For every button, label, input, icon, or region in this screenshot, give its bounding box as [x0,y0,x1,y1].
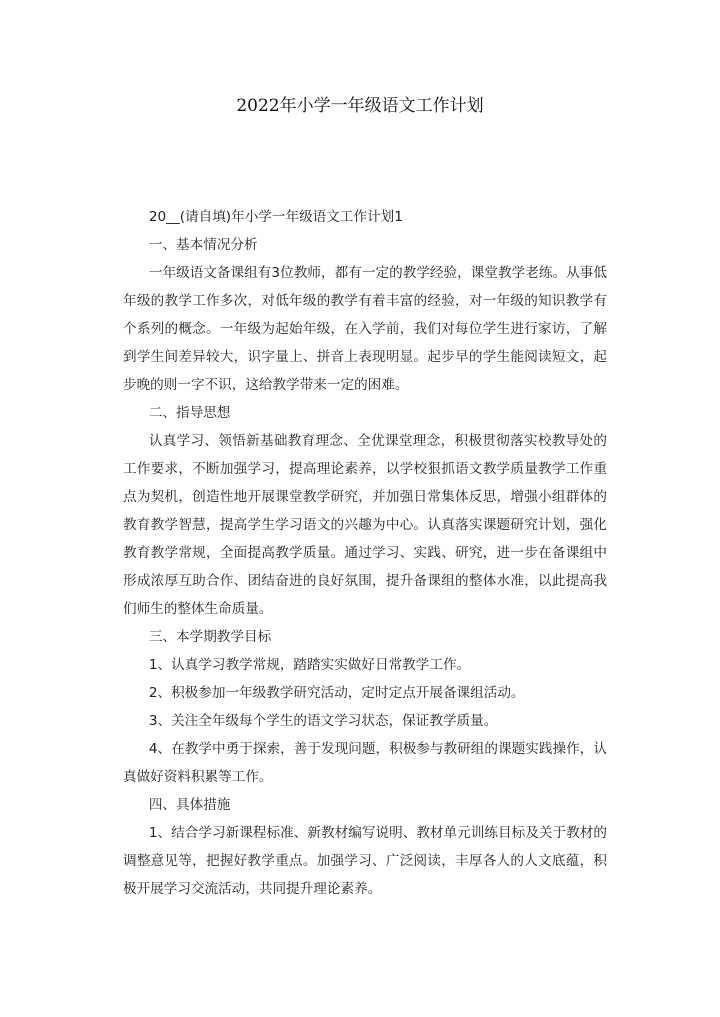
goal-item-3: 3、关注全年级每个学生的语文学习状态，保证教学质量。 [148,713,498,729]
section-heading-measures: 四、具体措施 [148,797,231,813]
measure-item-1: 1、结合学习新课程标准、新教材编写说明、教材单元训练目标及关于教材的调整意见等，把握好教学重点。加强学习、广泛阅读，丰厚各人的人文底蕴，积极开展学习交流活动，共同提升理论素养。 [123,825,607,897]
document-subtitle: 20__(请自填)年小学一年级语文工作计划1 [148,209,403,225]
section-heading-guiding-thought: 二、指导思想 [148,405,231,421]
paragraph-basic-analysis: 一年级语文备课组有3位教师，都有一定的教学经验，课堂教学老练。从事低年级的教学工作多次，对低年级的教学有着丰富的经验，对一年级的知识教学有个系列的概念。一年级为起始年级，在入学前，我们对每位学生进行家访，了解到学生间差异较大，识字量上、拼音上表现明显。起步早的学生能阅读短文，起步晚的则一字不识，这给教学带来一定的困难。 [123,265,607,393]
goal-item-2: 2、积极参加一年级教学研究活动，定时定点开展备课组活动。 [148,685,525,701]
document-title: 2022年小学一年级语文工作计划 [236,96,484,116]
section-heading-basic-analysis: 一、基本情况分析 [148,237,258,253]
paragraph-guiding-thought: 认真学习、领悟新基础教育理念、全优课堂理念，积极贯彻落实校教导处的工作要求，不断加强学习，提高理论素养，以学校狠抓语文教学质量教学工作重点为契机，创造性地开展课堂教学研究，并加强日常集体反思，增强小组群体的教育教学智慧，提高学生学习语文的兴趣为中心。认真落实课题研究计划，强化教育教学常规，全面提高教学质量。通过学习、实践、研究，进一步在备课组中形成浓厚互助合作、团结奋进的良好氛围，提升备课组的整体水准，以此提高我们师生的整体生命质量。 [123,433,607,617]
document-body [123,203,607,903]
section-heading-teaching-goals: 三、本学期教学目标 [148,629,272,645]
goal-item-1: 1、认真学习教学常规，踏踏实实做好日常教学工作。 [148,657,471,673]
goal-item-4: 4、在教学中勇于探索，善于发现问题，积极参与教研组的课题实践操作，认真做好资料积累等工作。 [123,741,607,785]
